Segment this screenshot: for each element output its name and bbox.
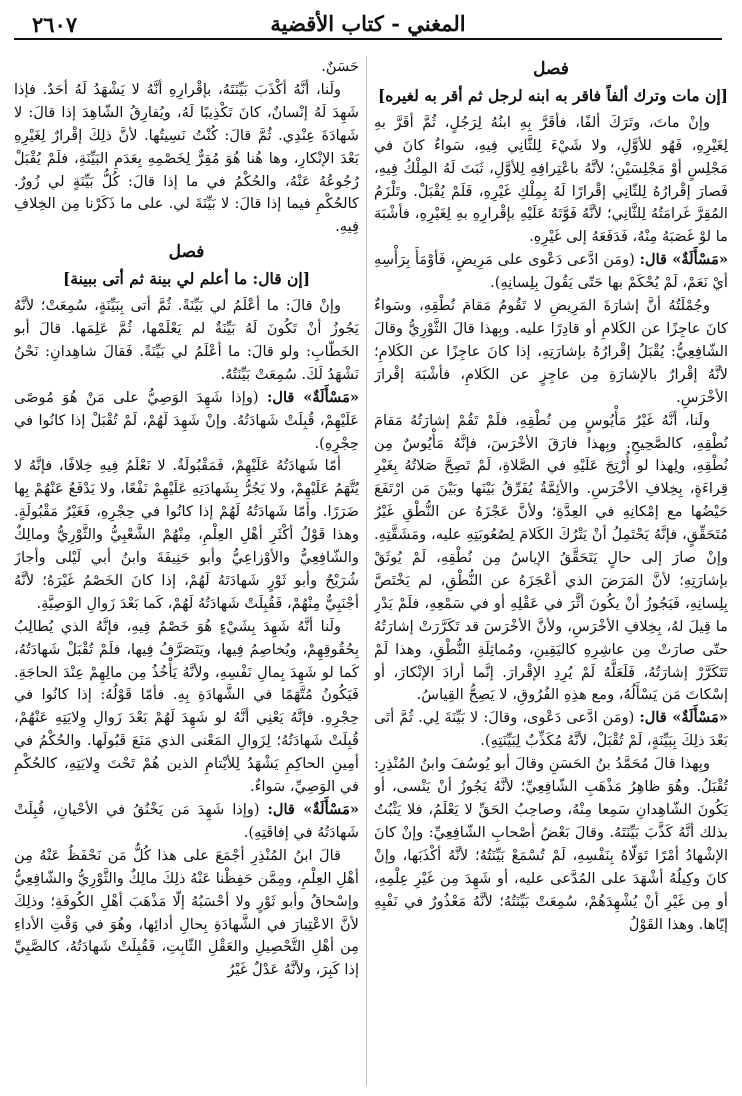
masala-paragraph bbox=[14, 387, 359, 456]
masala-label: «مَسْأَلَةٌ» قال: bbox=[639, 709, 728, 727]
masala-text: (وإذا شَهِدَ الوَصِيُّ على مَنْ هُوَ مُوصًى عَلَيْهِمْ، قُبِلَتْ شَهادَتُهُ. وإنْ شَهِدَ لَهُمْ، لَمْ تُقْبَلْ إذا كانُوا في حِجْرِهِ). bbox=[14, 388, 359, 452]
section-title: فصل bbox=[168, 242, 205, 263]
section-title: فصل bbox=[533, 59, 569, 79]
page-number: ٢٦٠٧ bbox=[32, 12, 78, 37]
paragraph: وجُمْلَتُهُ أنَّ إشارَةَ المَرِيضِ لا تَقُومُ مَقامَ نُطْقِهِ، وسَواءٌ كانَ عاجِزًا عن الكَلامِ أو قادِرًا عليه. وبِهذا قالَ الثَّوْرِيُّ وقالَ الشّافِعِيُّ: يُقْبَلُ إقْرارُهُ بإشارَتِهِ، إذا كانَ عاجِزًا عن الكَلامِ؛ لأنَّهُ إقْرارٌ بالإشارَةِ مِن عاجِزٍ عن الكَلامِ، فأشْبَهَ إقْرارَ الأخْرَسِ. bbox=[374, 297, 728, 406]
subheading: [إن قال: ما أعلم لي بينة ثم أتى ببينة] bbox=[62, 269, 311, 289]
masala-paragraph bbox=[374, 249, 728, 295]
paragraph: وبِهذا قالَ مُحَمَّدُ بنُ الحَسَنِ وقالَ أبو يُوسُفَ وابنُ المُنْذِرِ: تُقْبَلُ. وهُوَ ظاهِرُ مَذْهَبِ الشّافِعِيِّ؛ لأنَّهُ يَجُوزُ أنْ يَنْسى، أو يَكُونَ الشّاهِدانِ سَمِعا مِنْهُ، وصاحِبُ الحَقِّ لا يَعْلَمُ، فلا يَثْبُتُ بذلك أنَّهُ كَذَّبَ بَيِّنَتَهُ. وقالَ بَعْضُ أصْحابِ الشّافِعِيِّ: وإنْ كانَ الإشْهادُ أمْرًا تَوَلّاهُ بِنَفْسِهِ، لَمْ تُسْمَعْ بَيِّنَتُهُ؛ لأنَّهُ أكْذَبَها، وإنْ كانَ وكِيلُهُ أشْهَدَ على المُدَّعى عليه، أو شَهِدَ مِن غَيْرِ عِلْمِهِ، أو مِن غَيْرِ أنْ يُشْهِدَهُمْ، سُمِعَتْ بَيِّنَتُهُ؛ لأنَّهُ مَعْذُورٌ في نَفْيِهِ إيّاها. وهذا القَوْلُ bbox=[374, 755, 728, 933]
right-column bbox=[374, 56, 728, 1092]
paragraph: أمّا شَهادَتُهُ عَلَيْهِمْ، فَمَقْبُولَةٌ. لا نَعْلَمُ فِيهِ خِلافًا، فإنَّهُ لا يُتَّهَمُ عَلَيْهِمْ، ولا يَجُرُّ بِشَهادَتِهِ عَلَيْهِمْ نَفْعًا، ولا يَدْفَعُ عَنْهُمْ بِها ضَرَرًا. وأمّا شَهادَتُهُ لَهُمْ إذا كانُوا في حِجْرِهِ، فَغَيْرُ مَقْبُولَةٍ. وهذا قَوْلُ أكْثَرِ أهْلِ العِلْمِ، مِنْهُمْ الشَّعْبِيُّ والثَّوْرِيُّ ومالِكٌ والشّافِعِيُّ والأوْزاعِيُّ وأبو حَنِيفَةَ وابنُ أبي لَيْلى وأجازَ شُرَيْحٌ وأبو ثَوْرٍ شَهادَتَهُ لَهُمْ، إذا كانَ الخَصْمُ غَيْرَهُ؛ لأنَّهُ أجْنَبِيٌّ مِنْهُمْ، فَقُبِلَتْ شَهادَتُهُ لَهُمْ، كَما بَعْدَ زَوالِ الوَصِيَّةِ. bbox=[14, 457, 359, 612]
subheading: [إن مات وترك ألفاً فاقر به ابنه لرجل ثم أقر به لغيره] bbox=[377, 85, 728, 105]
masala-text: (ومَن ادَّعى دَعْوى، وقالَ: لا بَيِّنَةَ لِي. ثُمَّ أتَى بَعْدَ ذلِكَ بِبَيِّنَةٍ، لَمْ تُقْبَلْ، لأنَّهُ مُكَذِّبٌ لِبَيِّنَتِهِ). bbox=[374, 709, 728, 750]
paragraph: ولَنا، أنَّهُ أكْذَبَ بَيِّنَتَهُ، بإقْرارِهِ أنَّهُ لا يَشْهَدُ لَهُ أحَدٌ. فإذا شَهِدَ لَهُ إنْسانٌ، كانَ تَكْذِيبًا لَهُ، ويُفارِقُ الشّاهِدَ إذا قالَ: لا شَهادَةَ عِنْدِي. ثُمَّ قالَ: كُنْتُ نَسِيتُها. لأنَّ ذلِكَ إقْرارٌ لِغَيْرِهِ بَعْدَ الإنْكارِ، وها هُنا هُوَ مُقِرٌّ لِخَصْمِهِ بِعَدَمِ البَيِّنَةِ، فلَمْ يُقْبَلْ رُجُوعُهُ عَنْهُ، والحُكْمُ في ما إذا قالَ: كُلُّ بَيِّنَةٍ لي زُورٌ. كالحُكْمِ فيما إذا قالَ: لا بَيِّنَةَ لي. على ما ذَكَرْنا مِن الخِلافِ فِيهِ. bbox=[14, 80, 359, 236]
masala-text: (ومَن ادَّعى دَعْوى على مَرِيضٍ، فَأوْمَأَ بِرَأْسِهِ أيْ نَعَمْ، لَمْ يُحْكَمْ بها حَتّى يَقُولَ بِلِسانِهِ). bbox=[374, 251, 728, 292]
paragraph: ولَنا، أنَّهُ غَيْرُ مَأْيُوسٍ مِن نُطْقِهِ، فلَمْ تَقُمْ إشارَتُهُ مَقامَ نُطْقِهِ، كالصَّحِيحِ. وبِهذا فارَقَ الأخْرَسَ، فإنَّهُ مَأْيُوسٌ مِن نُطْقِهِ، ولِهذا لو أُرْتِجَ عَلَيْهِ في الصَّلاةِ، لَمْ تَصِحَّ صَلاتُهُ بِغَيْرِ قِراءَةٍ، بِخِلافِ الأخْرَسِ. والأئِمَّةُ يُفَرِّقُ بَيْنَها وبَيْنَ مَن ارْتَفَعَ حَيْضُها مع إمْكانِهِ في العِدَّةِ؛ ولأنَّ عَجْزَهُ عن النُّطْقِ غَيْرُ مُتَحَقِّقٍ، فإنَّهُ يَحْتَمِلُ أنْ يَتْرُكَ الكَلامَ لِصُعُوبَتِهِ عليه، ومَشَقَّتِهِ. وإنْ صارَ إلى حالٍ يَتَحَقَّقُ الإياسُ مِن نُطْقِهِ، لَمْ يُوثَقْ بإشارَتِهِ؛ لأنَّ المَرَضَ الذي أعْجَزَهُ عن النُّطْقِ، لم يَخْتَصَّ بِلِسانِهِ، فَيَجُوزُ أنْ يكُونَ أثَّرَ في عَقْلِهِ أو في سَمْعِهِ، فلَمْ يَدْرِ ما قِيلَ لهُ، بِخِلافِ الأخْرَسِ، ولأنَّ الأخْرَسَ قد تَكَرَّرَتْ إشارَتُهُ حتّى صارَتْ مِن عاشِرِهِ كاليَقِينِ، ومُماثِلَةِ النُّطْقِ، وهذا لَمْ تَتَكَرَّرْ إشارَتُهُ، فَلَعَلَّهُ لَمْ يُرِدِ الإقْرارَ. إنَّما أرادَ الإنْكارَ، أو إسْكاتَ مَن يَسْأَلُهُ، ومع هذِهِ الفُرُوقِ، لا يَصِحُّ القِياسُ. bbox=[374, 411, 728, 704]
masala-label: «مَسْأَلَةٌ» قال: bbox=[639, 251, 728, 269]
paragraph: ولَنا أنَّهُ شَهِدَ بِشَيْءٍ هُوَ خَصْمٌ فِيهِ، فإنَّهُ الذي يُطالِبُ بِحُقُوقِهِمْ، ويُخاصِمُ فِيها، ويَتَصَرَّفُ فِيها، فلَمْ تُقْبَلْ شَهادَتُهُ، كَما لو شَهِدَ بِمالِ نَفْسِهِ، ولأنَّهُ يَأْخُذُ مِن مالِهِمْ عِنْدَ الحاجَةِ. فَيَكُونُ مُتَّهَمًا في الشَّهادَةِ بِهِ. فأمّا قَوْلُهُ: إذا كانُوا في حِجْرِهِ. فإنَّهُ يَعْنِي أنَّهُ لو شَهِدَ لَهُمْ بَعْدَ زَوالِ وِلايَتِهِ عَنْهُمْ، قُبِلَتْ شَهادَتُهُ؛ لِزَوالِ المَعْنى الذي مَنَعَ قَبُولَها. والحُكْمُ في أمِينِ الحاكِمِ يَشْهَدُ لِلأيْتامِ الذين هُمْ تَحْتَ وِلايَتِهِ، كالحُكْمِ في الوَصِيِّ، سَواءٌ. bbox=[14, 617, 359, 796]
page-header bbox=[14, 8, 722, 40]
paragraph: وإنْ قالَ: ما أعْلَمُ لي بَيِّنَةً. ثُمَّ أتى بِبَيِّنَةٍ، سُمِعَتْ؛ لأنَّهُ يَجُوزُ أنْ تَكُونَ لَهُ بَيِّنَةٌ لم يَعْلَمْها، ثُمَّ عَلِمَها. قالَ أبو الخَطّابِ: ولو قالَ: ما أعْلَمُ لي بَيِّنَةً. فَقالَ شاهِدانِ: نَحْنُ نَشْهَدُ لَكَ. سُمِعَتْ بَيِّنَتُهُ. bbox=[14, 297, 359, 383]
running-title: المغني - كتاب الأقضية bbox=[270, 11, 466, 36]
paragraph: وإنْ ماتَ، وتَرَكَ ألفًا، فأقَرَّ بِهِ ابنُهُ لِرَجُلٍ، ثُمَّ أقَرَّ بهِ لِغَيْرِهِ، فَهُو للأوَّلِ، ولا شَيْءَ لِلثَّانِي فِيهِ، سَواءٌ كانَ في مَجْلِسٍ أوْ مَجْلِسَيْنِ؛ لأنَّهُ باعْتِرافِهِ لِلأوَّلِ، ثَبَتَ لَهُ المِلْكُ فِيهِ، فَصارَ إقْرارُهُ لِلثّانِي إقْرارًا لَهُ بِمِلْكِ غَيْرِهِ، فَلَمْ يُقْبَلْ. وتَلْزَمُ المُقِرَّ غَرامَتُهُ لِلثَّانِي؛ لأنَّهُ فَوَّتَهُ عَلَيْهِ بإقْرارِهِ بهِ لِغَيْرِهِ، فأشْبَهَ ما لوْ غَصَبَهُ مِنْهُ، فَدَفَعَهُ إلى غَيْرِهِ. bbox=[374, 113, 728, 246]
masala-paragraph bbox=[14, 799, 359, 845]
paragraph: قالَ ابنُ المُنْذِرِ أجْمَعَ على هذا كُلُّ مَن نَحْفَظُ عَنْهُ مِن أهْلِ العِلْمِ، ومِمَّن حَفِظْنا عَنْهُ ذلِكَ مالِكٌ والثَّوْرِيُّ والشّافِعِيُّ وإسْحاقُ وأبو ثَوْرٍ ولا أحْسَبُهُ إلّا مَذْهَبَ أهْلِ الكُوفَةِ؛ وذلِكَ لأنَّ الاعْتِبارَ في الشَّهادَةِ بِحالِ أدائِها، وهُوَ في وَقْتِ الأداءِ مِن أهْلِ التَّحْصِيلِ والعَقْلِ الثّابِتِ، فَقُبِلَتْ شَهادَتُهُ، كالصَّبِيِّ إذا كَبِرَ، ولأنَّهُ عَدْلٌ غَيْرُ bbox=[14, 846, 359, 979]
masala-label: «مَسْأَلَةٌ» قال: bbox=[266, 388, 359, 406]
paragraph: حَسَنٌ. bbox=[321, 58, 359, 75]
column-divider bbox=[366, 56, 367, 1086]
masala-label: «مَسْأَلَةٌ» قال: bbox=[267, 801, 359, 818]
masala-text: (وإذا شَهِدَ مَن يَخْنُقُ في الأحْيانِ، قُبِلَتْ شَهادَتُهُ في إفاقَتِهِ). bbox=[14, 801, 359, 841]
masala-paragraph bbox=[374, 707, 728, 753]
left-column bbox=[14, 56, 359, 1092]
